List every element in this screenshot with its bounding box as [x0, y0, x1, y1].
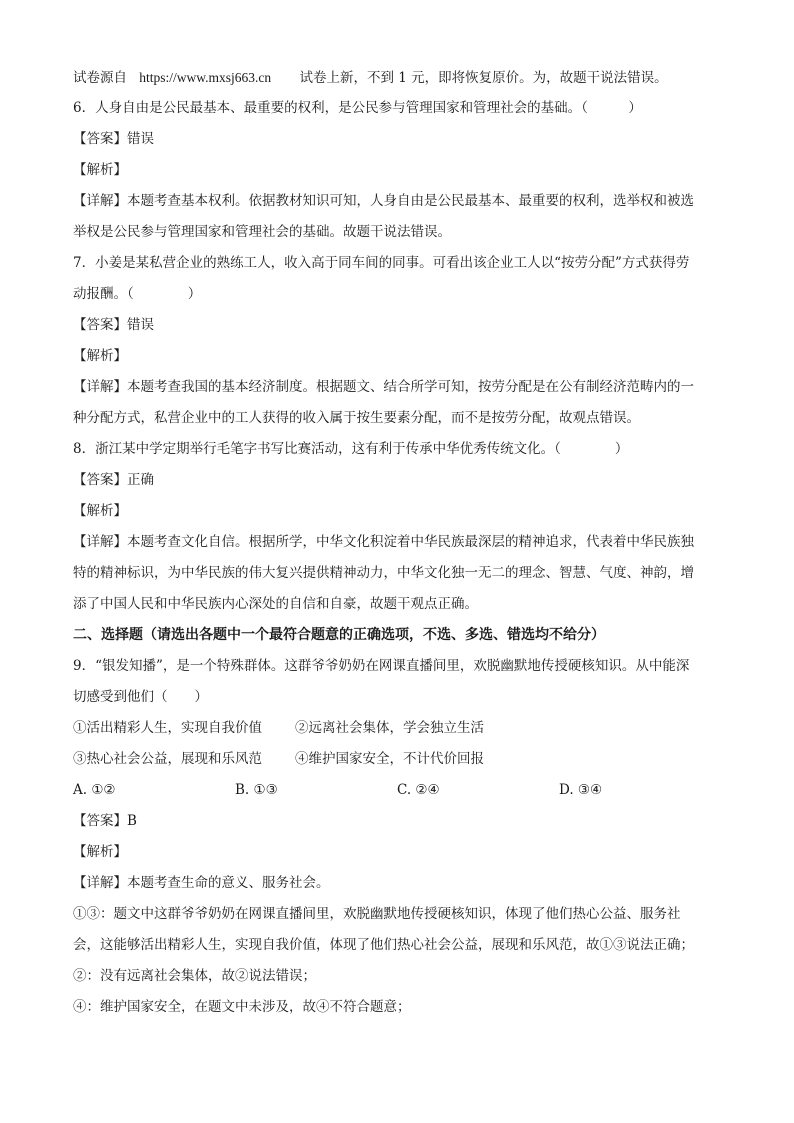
q8-detail-line-2: 特的精神标识，为中华民族的伟大复兴提供精神动力，中华文化独一无二的理念、智慧、气度、神韵，增 [73, 565, 694, 581]
question-6: 6．人身自由是公民最基本、最重要的权利，是公民参与管理国家和管理社会的基础。（ ） [73, 100, 642, 116]
q9-analysis-2: ②：没有远离社会集体，故②说法错误； [73, 968, 316, 984]
q8-detail-text-1: 本题考查文化自信。根据所学，中华文化积淀着中华民族最深层的精神追求，代表着中华民族独 [127, 534, 694, 550]
q9-statements-row-1 [73, 713, 723, 744]
detail-tag: 【详解】 [73, 379, 127, 395]
detail-tag: 【详解】 [73, 193, 127, 209]
answer-tag: 【答案】 [73, 317, 127, 333]
answer-tag: 【答案】 [73, 813, 127, 829]
detail-tag: 【详解】 [73, 534, 127, 550]
q8-answer-line [73, 465, 723, 496]
source-label: 试卷源自 [73, 70, 127, 86]
q6-detail-text-1: 本题考查基本权利。依据教材知识可知，人身自由是公民最基本、最重要的权利，选举权和被选 [127, 193, 694, 209]
question-9-line-2: 切感受到他们（ ） [73, 689, 208, 705]
q9-analysis-tag: 【解析】 [73, 844, 127, 860]
question-7-line-2: 动报酬。（ ） [73, 286, 202, 302]
q6-detail-line-2: 举权是公民参与管理国家和管理社会的基础。故题干说法错误。 [73, 224, 451, 240]
q7-detail-line-2: 种分配方式，私营企业中的工人获得的收入属于按生要素分配，而不是按劳分配，故观点错误。 [73, 410, 640, 426]
answer-tag: 【答案】 [73, 131, 127, 147]
q9-choice-b: B. ①③ [235, 782, 278, 798]
source-notice: 试卷上新，不到 1 元，即将恢复原价。为，故题干说法错误。 [299, 70, 668, 86]
q9-answer: B [127, 813, 137, 829]
q9-statement-3: ③热心社会公益，展现和乐风范 [73, 751, 262, 767]
q9-statements-row-2 [73, 744, 723, 775]
q9-statement-1: ①活出精彩人生，实现自我价值 [73, 720, 262, 736]
q9-detail-line [73, 868, 723, 899]
q7-answer: 错误 [127, 317, 154, 333]
q8-analysis-tag: 【解析】 [73, 503, 127, 519]
detail-tag: 【详解】 [73, 875, 127, 891]
q6-detail-line-1 [73, 186, 723, 217]
q9-choice-a: A. ①② [73, 782, 116, 798]
q9-choices-row [73, 775, 723, 806]
q9-choice-c: C. ②④ [397, 782, 440, 798]
q9-statement-4: ④维护国家安全，不计代价回报 [295, 751, 484, 767]
source-line [73, 62, 723, 93]
q6-analysis-tag: 【解析】 [73, 162, 127, 178]
q9-statement-2: ②远离社会集体，学会独立生活 [295, 720, 484, 736]
q8-answer: 正确 [127, 472, 154, 488]
question-7-line-1: 7．小姜是某私营企业的熟练工人，收入高于同车间的同事。可看出该企业工人以“按劳分配”方式获得劳 [73, 255, 690, 271]
q9-answer-line [73, 806, 723, 837]
question-9-line-1: 9．“银发知播”，是一个特殊群体。这群爷爷奶奶在网课直播间里，欢脱幽默地传授硬核知识。从中能深 [73, 658, 690, 674]
q9-analysis-4: ④：维护国家安全，在题文中未涉及，故④不符合题意； [73, 999, 411, 1015]
answer-tag: 【答案】 [73, 472, 127, 488]
q9-analysis-13-line-1: ①③：题文中这群爷爷奶奶在网课直播间里，欢脱幽默地传授硬核知识，体现了他们热心公益、服务社 [73, 906, 681, 922]
q8-detail-line-1 [73, 527, 723, 558]
q9-analysis-13-line-2: 会，这能够活出精彩人生，实现自我价值，体现了他们热心社会公益，展现和乐风范，故①③说法正确； [73, 937, 694, 953]
q9-choice-d: D. ③④ [559, 782, 603, 798]
q7-analysis-tag: 【解析】 [73, 348, 127, 364]
source-url-link[interactable]: https://www.mxsj663.cn [139, 70, 272, 85]
q7-answer-line [73, 310, 723, 341]
page-content [73, 62, 723, 1023]
q7-detail-line-1 [73, 372, 723, 403]
q6-answer-line [73, 124, 723, 155]
q6-answer: 错误 [127, 131, 154, 147]
section-2-title: 二、选择题（请选出各题中一个最符合题意的正确选项，不选、多选、错选均不给分） [73, 627, 605, 643]
q7-detail-text-1: 本题考查我国的基本经济制度。根据题文、结合所学可知，按劳分配是在公有制经济范畴内的一 [127, 379, 694, 395]
q8-detail-line-3: 添了中国人民和中华民族内心深处的自信和自豪，故题干观点正确。 [73, 596, 478, 612]
question-8: 8．浙江某中学定期举行毛笔字书写比赛活动，这有利于传承中华优秀传统文化。（ ） [73, 441, 629, 457]
q9-detail-intro: 本题考查生命的意义、服务社会。 [127, 875, 330, 891]
